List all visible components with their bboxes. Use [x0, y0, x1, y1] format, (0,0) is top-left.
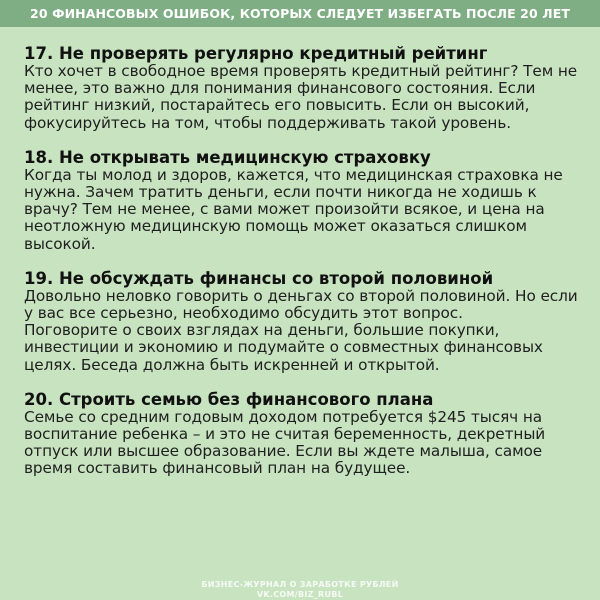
section-paragraph: Когда ты молод и здоров, кажется, что медицинская страховка не нужна. Зачем тратить деньги, если почти никогда не ходишь к врачу? Тем не менее, с вами может произойти всякое, и цена на неотложную медицинскую помощь может оказаться слишком высокой.: [24, 165, 563, 253]
article-body: [24, 45, 584, 495]
watermark-footer: [0, 580, 600, 600]
section-title: 20. Строить семью без финансового плана: [24, 389, 434, 409]
section-paragraph: Кто хочет в свободное время проверять кредитный рейтинг? Тем не менее, это важно для понимания финансового состояния. Если рейтинг низкий, постарайтесь его повысить. Если он высокий, фокусируйтесь на том, чтобы поддерживать такой уровень.: [24, 62, 578, 132]
section-title: 17. Не проверять регулярно кредитный рейтинг: [24, 44, 488, 63]
section-19: [24, 270, 584, 374]
section-18: [24, 149, 584, 253]
page-title: 20 ФИНАНСОВЫХ ОШИБОК, КОТОРЫХ СЛЕДУЕТ ИЗБЕГАТЬ ПОСЛЕ 20 ЛЕТ: [30, 6, 570, 21]
section-paragraph: Довольно неловко говорить о деньгах со второй половиной. Но если у вас все серьезно, необходимо обсудить этот вопрос.: [24, 286, 578, 323]
section-paragraph: Поговорите о своих взглядах на деньги, большие покупки, инвестиции и экономию и подумайте о совместных финансовых целях. Беседа должна быть искренней и открытой.: [24, 321, 543, 374]
watermark-line: БИЗНЕС-ЖУРНАЛ О ЗАРАБОТКЕ РУБЛЕЙ: [201, 580, 399, 589]
section-20: [24, 391, 584, 478]
section-title: 19. Не обсуждать финансы со второй половиной: [24, 268, 494, 288]
section-paragraph: Семье со средним годовым доходом потребуется $245 тысяч на воспитание ребенка – и это не считая беременность, декретный отпуск или высшее образование. Если вы ждете малыша, самое время составить финансовый план на будущее.: [24, 407, 546, 478]
section-17: [24, 45, 584, 132]
section-title: 18. Не открывать медицинскую страховку: [24, 147, 431, 167]
watermark-link: VK.COM/BIZ_RUBL: [256, 590, 344, 599]
page-title-banner: [0, 0, 600, 27]
